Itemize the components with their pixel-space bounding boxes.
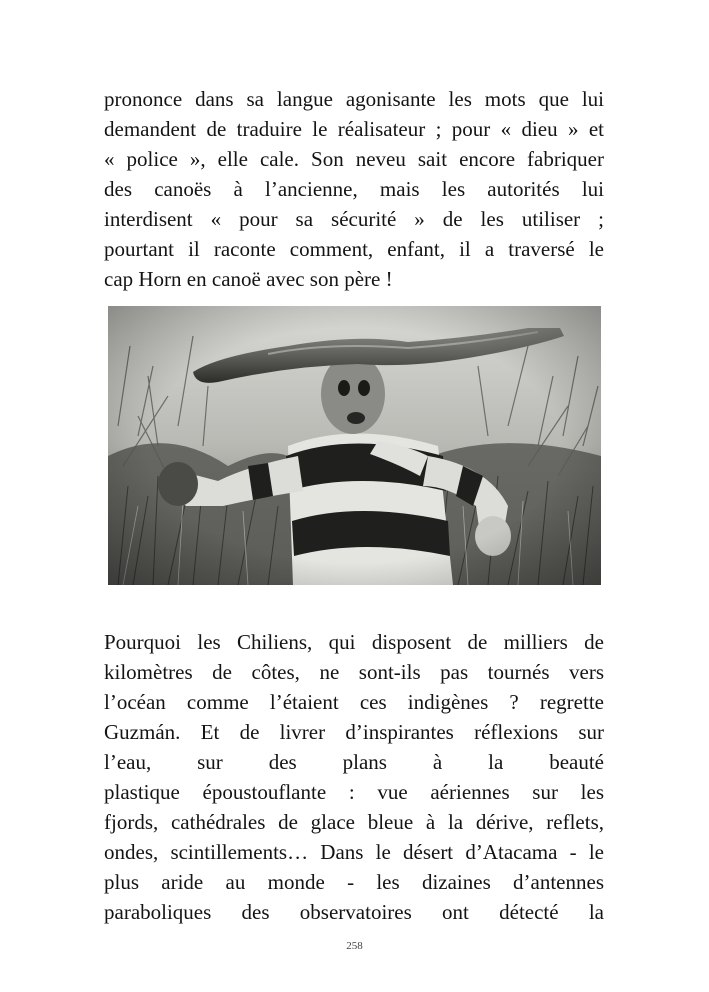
text-line: pourtant il raconte comment, enfant, il a traversé le xyxy=(104,237,604,261)
text-line: fjords, cathédrales de glace bleue à la dérive, reflets, xyxy=(104,810,604,834)
photo-illustration xyxy=(108,306,601,585)
page-number: 258 xyxy=(346,940,363,952)
text-line: kilomètres de côtes, ne sont-ils pas tournés vers xyxy=(104,660,604,684)
text-line: « police », elle cale. Son neveu sait encore fabriquer xyxy=(104,147,604,171)
paragraph-2 xyxy=(104,627,604,927)
text-line: interdisent « pour sa sécurité » de les utiliser ; xyxy=(104,207,604,231)
text-line: ondes, scintillements… Dans le désert d’Atacama - le xyxy=(104,840,604,864)
paragraph-1 xyxy=(104,84,604,294)
text-line: demandent de traduire le réalisateur ; pour « dieu » et xyxy=(104,117,604,141)
text-line: Pourquoi les Chiliens, qui disposent de milliers de xyxy=(104,630,604,654)
text-line: l’océan comme l’étaient ces indigènes ? regrette xyxy=(104,690,604,714)
text-line: paraboliques des observatoires ont détecté la xyxy=(104,900,604,924)
text-line: Guzmán. Et de livrer d’inspirantes réflexions sur xyxy=(104,720,604,744)
text-line: prononce dans sa langue agonisante les mots que lui xyxy=(104,87,604,111)
masked-figure-photo xyxy=(108,306,601,585)
text-line: des canoës à l’ancienne, mais les autorités lui xyxy=(104,177,604,201)
text-line: l’eau, sur des plans à la beauté xyxy=(104,750,604,774)
text-line: plus aride au monde - les dizaines d’antennes xyxy=(104,870,604,894)
text-line: plastique époustouflante : vue aériennes sur les xyxy=(104,780,604,804)
text-line: cap Horn en canoë avec son père ! xyxy=(104,267,393,291)
